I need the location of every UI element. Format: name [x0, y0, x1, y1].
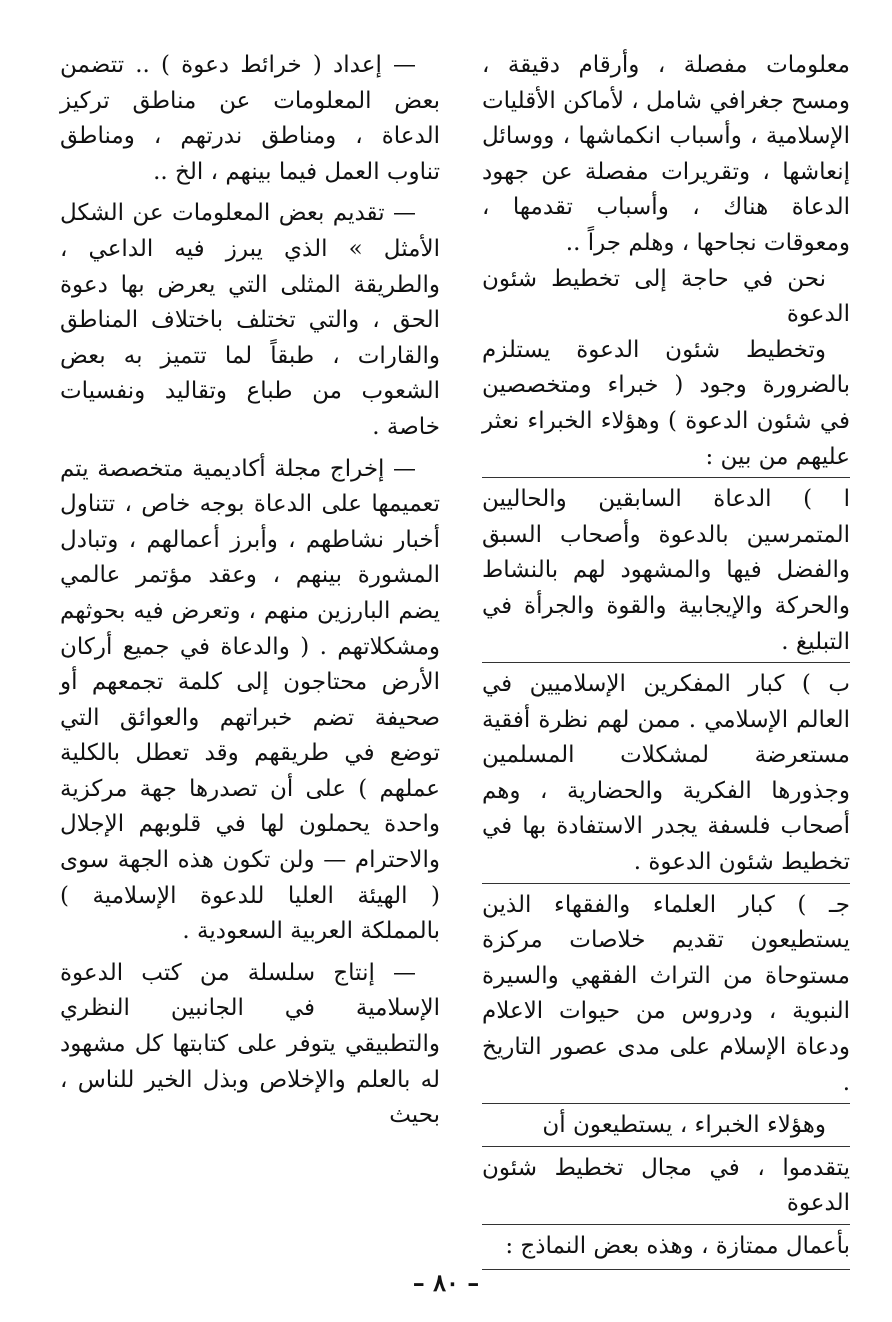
list-item: — تقديم بعض المعلومات عن الشكل الأمثل » الذي يبرز فيه الداعي ، والطريقة المثلى التي يعرض بها دعوة الحق ، والتي تختلف باختلاف المناطق والقارات ، طبقاً لما تتميز به بعض الشعوب من طباع وتقاليد ونفسيات خاصة .	[60, 200, 440, 440]
divider	[482, 662, 850, 663]
divider	[482, 477, 850, 478]
divider	[482, 1146, 850, 1147]
paragraph: وهؤلاء الخبراء ، يستطيعون أن	[542, 1112, 826, 1139]
right-column	[482, 48, 850, 1270]
list-item: — إنتاج سلسلة من كتب الدعوة الإسلامية في الجانبين النظري والتطبيقي يتوفر على كتابتها كل مشهود له بالعلم والإخلاص وبذل الخير للناس ، بحيث	[60, 959, 440, 1129]
section-heading: نحن في حاجة إلى تخطيط شئون الدعوة	[482, 265, 850, 328]
paragraph: وتخطيط شئون الدعوة يستلزم بالضرورة وجود ( خبراء ومتخصصين في شئون الدعوة ) وهؤلاء الخبراء نعثر عليهم من بين :	[482, 336, 850, 470]
page-number: – ٨٠ –	[412, 1268, 480, 1297]
divider	[482, 1224, 850, 1225]
paragraph: معلومات مفصلة ، وأرقام دقيقة ، ومسح جغرافي شامل ، لأماكن الأقليات الإسلامية ، وأسباب انكماشها ، ووسائل إنعاشها ، وتقريرات مفصلة عن جهود الدعاة هناك ، وأسباب تقدمها ، ومعوقات نجاحها ، وهلم جراً ..	[482, 52, 850, 256]
list-item: ا ) الدعاة السابقين والحاليين المتمرسين بالدعوة وأصحاب السبق والفضل فيها والمشهود لهم بالنشاط والحركة والإيجابية والقوة والجرأة في التبليغ .	[482, 486, 850, 655]
paragraph: يتقدموا ، في مجال تخطيط شئون الدعوة	[482, 1154, 850, 1217]
list-item: جـ ) كبار العلماء والفقهاء الذين يستطيعون تقديم خلاصات مركزة مستوحاة من التراث الفقهي والسيرة النبوية ، ودروس من حيوات الاعلام ودعاة الإسلام على مدى عصور التاريخ .	[482, 891, 850, 1096]
list-item: ب ) كبار المفكرين الإسلاميين في العالم الإسلامي . ممن لهم نظرة أفقية مستعرضة لمشكلات المسلمين وجذورها الفكرية والحضارية ، وهم أصحاب فلسفة يجدر الاستفادة بها في تخطيط شئون الدعوة .	[482, 671, 850, 876]
list-item: — إخراج مجلة أكاديمية متخصصة يتم تعميمها على الدعاة بوجه خاص ، تتناول أخبار نشاطهم ، وأبرز أعمالهم ، وتبادل المشورة بينهم ، وعقد مؤتمر عالمي يضم البارزين منهم ، وتعرض فيه بحوثهم ومشكلاتهم . ( والدعاة في جميع أركان الأرض محتاجون إلى كلمة تجمعهم أو صحيفة تضم خبراتهم والعوائق التي توضع في طريقهم وقد تعطل بالكلية عملهم ) على أن تصدرها جهة مركزية واحدة يحملون لها في قلوبهم الإجلال والاحترام — ولن تكون هذه الجهة سوى ( الهيئة العليا للدعوة الإسلامية ) بالمملكة العربية السعودية .	[60, 455, 440, 945]
divider	[482, 883, 850, 884]
list-item: — إعداد ( خرائط دعوة ) .. تتضمن بعض المعلومات عن مناطق تركيز الدعاة ، ومناطق ندرتهم ، ومناطق تناوب العمل فيما بينهم ، الخ ..	[60, 52, 440, 185]
divider	[482, 1103, 850, 1104]
left-column	[60, 48, 440, 1134]
paragraph: بأعمال ممتازة ، وهذه بعض النماذج :	[505, 1233, 850, 1259]
